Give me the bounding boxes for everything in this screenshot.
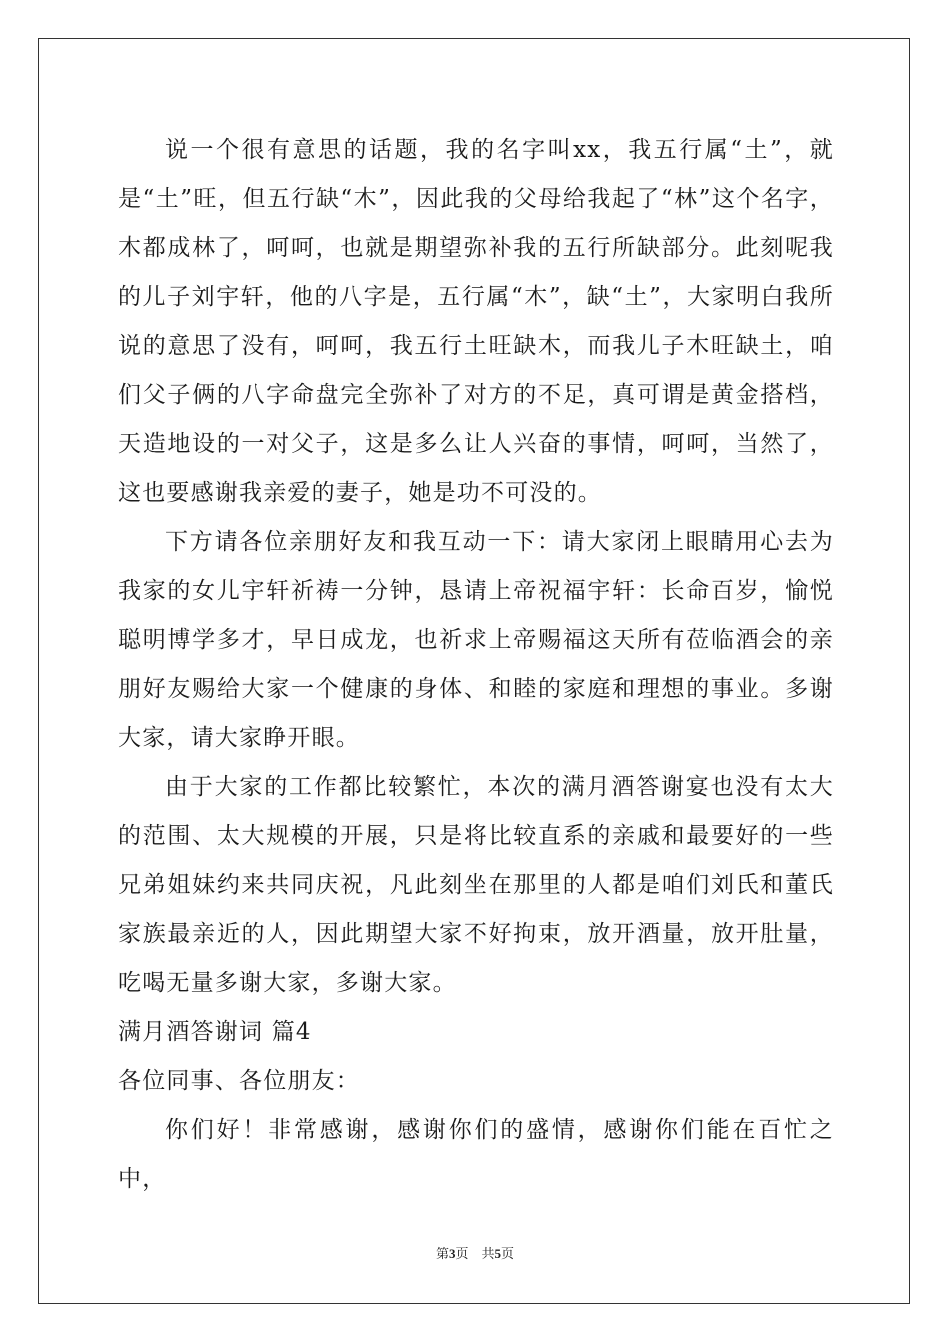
section-title: 满月酒答谢词 篇4 — [118, 1019, 312, 1045]
footer-suffix: 页 — [501, 1247, 515, 1262]
paragraph-4: 你们好！非常感谢，感谢你们的盛情，感谢你们能在百忙之中， — [118, 1117, 834, 1192]
page-footer — [0, 1243, 950, 1262]
footer-prefix: 第 — [435, 1247, 449, 1262]
total-pages-number: 5 — [494, 1246, 501, 1261]
salutation: 各位同事、各位朋友： — [118, 1068, 360, 1094]
paragraph-2: 下方请各位亲朋好友和我互动一下：请大家闭上眼睛用心去为我家的女儿宇轩祈祷一分钟，恳请上帝祝福宇轩：长命百岁，愉悦聪明博学多才，早日成龙，也祈求上帝赐福这天所有莅临酒会的亲朋好友赐给大家一个健康的身体、和睦的家庭和理想的事业。多谢大家，请大家睁开眼。 — [118, 529, 834, 751]
footer-middle: 页 共 — [455, 1247, 495, 1262]
paragraph-1: 说一个很有意思的话题，我的名字叫xx，我五行属“土”，就是“土”旺，但五行缺“木”，因此我的父母给我起了“林”这个名字，木都成林了，呵呵，也就是期望弥补我的五行所缺部分。此刻呢我的儿子刘宇轩，他的八字是，五行属“木”，缺“土”，大家明白我所说的意思了没有，呵呵，我五行土旺缺木，而我儿子木旺缺土，咱们父子俩的八字命盘完全弥补了对方的不足，真可谓是黄金搭档，天造地设的一对父子，这是多么让人兴奋的事情，呵呵，当然了，这也要感谢我亲爱的妻子，她是功不可没的。 — [118, 137, 834, 506]
paragraph-3: 由于大家的工作都比较繁忙，本次的满月酒答谢宴也没有太大的范围、太大规模的开展，只是将比较直系的亲戚和最要好的一些兄弟姐妹约来共同庆祝，凡此刻坐在那里的人都是咱们刘氏和董氏家族最亲近的人，因此期望大家不好拘束，放开酒量，放开肚量，吃喝无量多谢大家，多谢大家。 — [118, 774, 834, 996]
current-page-number: 3 — [448, 1246, 456, 1261]
document-body — [118, 126, 834, 1204]
